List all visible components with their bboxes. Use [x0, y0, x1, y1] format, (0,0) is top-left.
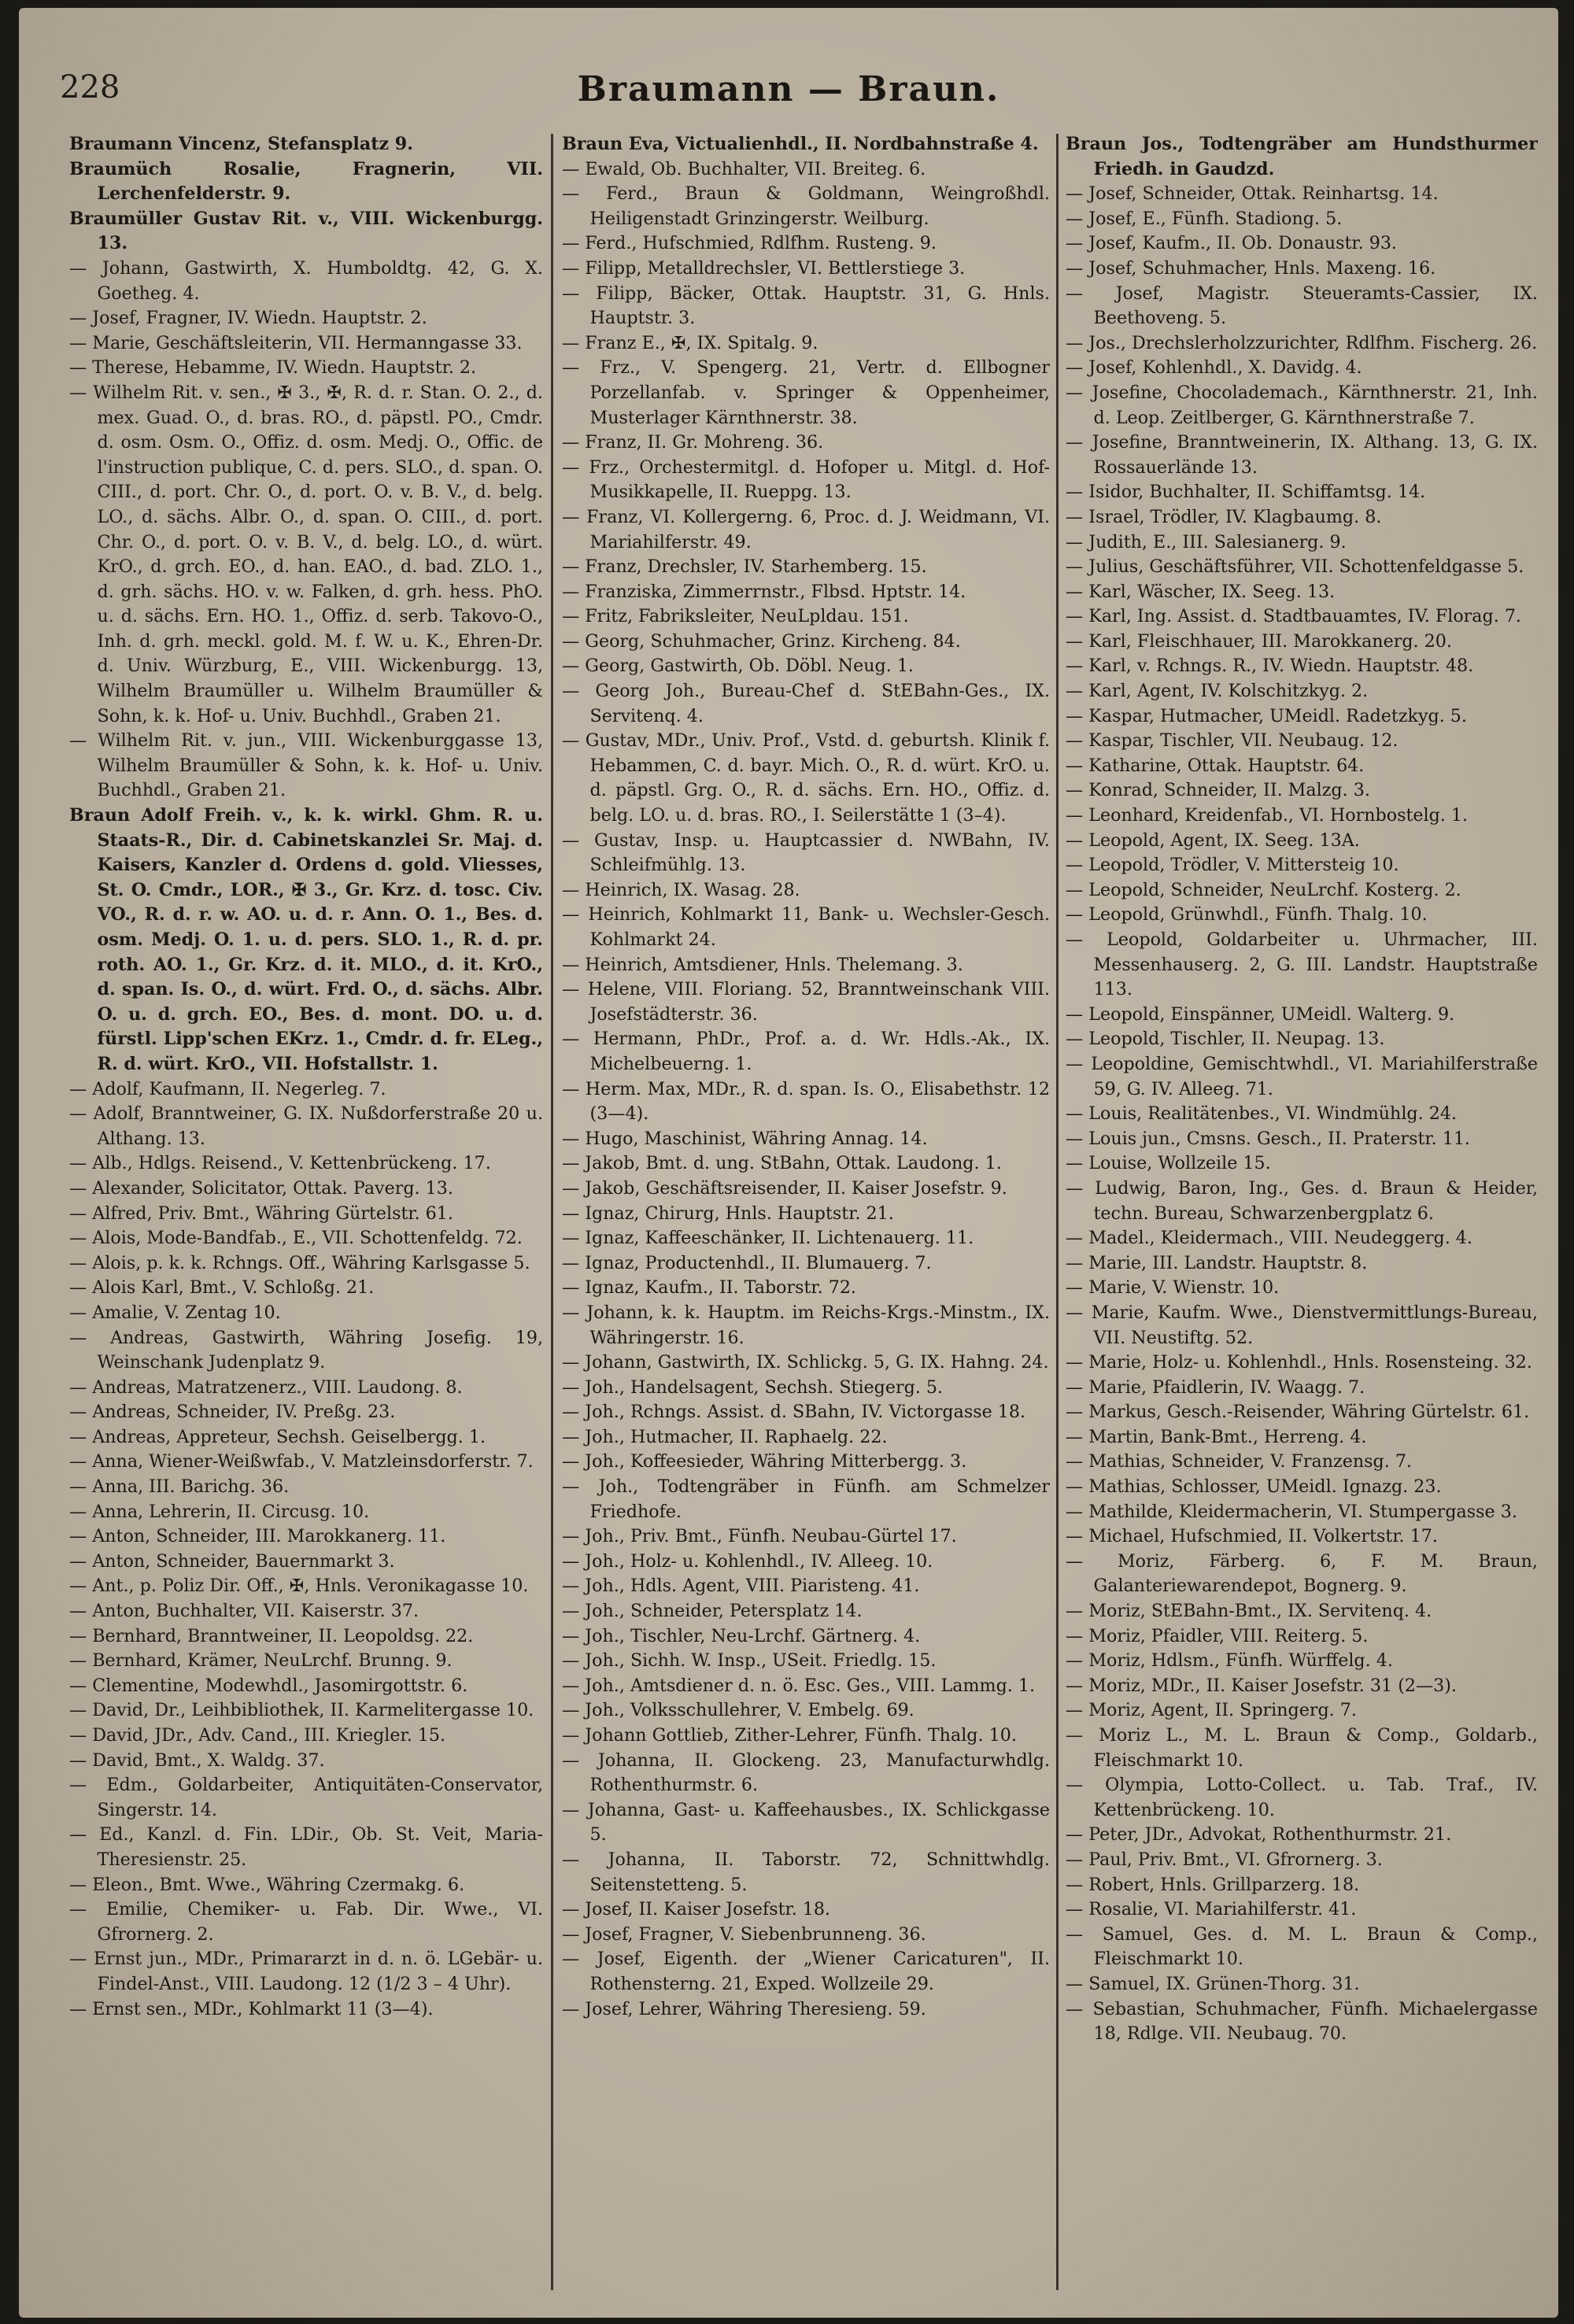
directory-entry: — Joh., Todtengräber in Fünfh. am Schmelzer Friedhofe. [562, 1476, 1050, 1522]
surname-heading-entry: Braun Eva, Victualienhdl., II. Nordbahnstraße 4. [562, 134, 1039, 154]
directory-entry: — Adolf, Kaufmann, II. Negerleg. 7. [69, 1078, 386, 1099]
directory-entry: — David, Dr., Leihbibliothek, II. Karmelitergasse 10. [69, 1700, 534, 1721]
directory-entry: — Hugo, Maschinist, Währing Annag. 14. [562, 1128, 928, 1149]
directory-entry: — Leopold, Agent, IX. Seeg. 13A. [1066, 829, 1360, 851]
directory-entry: — Josef, II. Kaiser Josefstr. 18. [562, 1899, 831, 1920]
surname-heading-entry: Braumann Vincenz, Stefansplatz 9. [69, 134, 413, 154]
directory-entry: — Helene, VIII. Floriang. 52, Branntweinschank VIII. Josefstädterstr. 36. [562, 979, 1050, 1025]
column-divider [551, 134, 553, 2290]
directory-entry: — Anna, Wiener-Weißwfab., V. Matzleinsdorferstr. 7. [69, 1451, 534, 1472]
directory-entry: — Leopold, Schneider, NeuLrchf. Kosterg. 2. [1066, 879, 1461, 900]
directory-entry: — Jos., Drechslerholzzurichter, Rdlfhm. Fischerg. 26. [1066, 332, 1538, 353]
directory-entry: — Karl, Fleischhauer, III. Marokkanerg. 20. [1066, 630, 1452, 652]
directory-entry: — Josef, Eigenth. der „Wiener Caricaturen", II. Rothensterng. 21, Exped. Wollzeile 29. [562, 1949, 1050, 1994]
directory-entry: — Johann, Gastwirth, IX. Schlickg. 5, G. IX. Hahng. 24. [562, 1352, 1049, 1373]
directory-entry: — Hermann, PhDr., Prof. a. d. Wr. Hdls.-Ak., IX. Michelbeuerng. 1. [562, 1029, 1050, 1074]
directory-entry: — Franz, II. Gr. Mohreng. 36. [562, 432, 824, 453]
directory-entry: — Leopold, Einspänner, UMeidl. Walterg. 9. [1066, 1003, 1455, 1025]
directory-entry: — Heinrich, Amtsdiener, Hnls. Thelemang. 3. [562, 954, 963, 975]
directory-entry: — Anton, Schneider, III. Marokkanerg. 11. [69, 1526, 446, 1547]
directory-entry: — Marie, Kaufm. Wwe., Dienstvermittlungs-Bureau, VII. Neustiftg. 52. [1066, 1302, 1538, 1348]
directory-entry: — Heinrich, IX. Wasag. 28. [562, 879, 800, 900]
directory-entry: — Ignaz, Productenhdl., II. Blumauerg. 7. [562, 1252, 932, 1273]
directory-entry: — Josef, Kohlenhdl., X. Davidg. 4. [1066, 357, 1362, 379]
directory-entry: — Franz E., ✠, IX. Spitalg. 9. [562, 332, 818, 353]
directory-entry: — Paul, Priv. Bmt., VI. Gfrornerg. 3. [1066, 1849, 1383, 1870]
directory-entry: — Judith, E., III. Salesianerg. 9. [1066, 531, 1347, 552]
directory-entry: — Joh., Sichh. W. Insp., USeit. Friedlg. 15. [562, 1650, 937, 1672]
directory-entry: — Julius, Geschäftsführer, VII. Schottenfeldgasse 5. [1066, 556, 1524, 578]
directory-entry: — Adolf, Branntweiner, G. IX. Nußdorferstraße 20 u. Althang. 13. [69, 1103, 543, 1149]
column-2 [562, 132, 1050, 2304]
directory-entry: — Emilie, Chemiker- u. Fab. Dir. Wwe., VI. Gfrornerg. 2. [69, 1899, 543, 1945]
page-number: 228 [60, 69, 120, 105]
directory-entry: — Andreas, Schneider, IV. Preßg. 23. [69, 1402, 396, 1423]
directory-entry: — Anna, III. Barichg. 36. [69, 1476, 290, 1498]
directory-entry: — David, JDr., Adv. Cand., III. Kriegler. 15. [69, 1725, 446, 1746]
directory-entry: — Konrad, Schneider, II. Malzg. 3. [1066, 780, 1370, 801]
surname-heading-entry: Braumüller Gustav Rit. v., VIII. Wickenburgg. 13. [69, 208, 543, 254]
directory-entry: — Josef, Magistr. Steueramts-Cassier, IX. Beethoveng. 5. [1066, 283, 1538, 329]
directory-entry: — Moriz, Hdlsm., Fünfh. Würffelg. 4. [1066, 1650, 1393, 1672]
directory-entry: — Filipp, Bäcker, Ottak. Hauptstr. 31, G. Hnls. Hauptstr. 3. [562, 283, 1050, 329]
directory-entry: — Markus, Gesch.-Reisender, Währing Gürtelstr. 61. [1066, 1402, 1530, 1423]
directory-entry: — Louise, Wollzeile 15. [1066, 1153, 1271, 1174]
directory-entry: — Eleon., Bmt. Wwe., Währing Czermakg. 6. [69, 1874, 465, 1895]
directory-entry: — Samuel, IX. Grünen-Thorg. 31. [1066, 1973, 1360, 1994]
directory-entry: — Louis, Realitätenbes., VI. Windmühlg. 24. [1066, 1103, 1458, 1125]
directory-entry: — Frz., Orchestermitgl. d. Hofoper u. Mitgl. d. Hof-Musikkapelle, II. Rueppg. 13. [562, 456, 1050, 503]
column-1 [69, 132, 543, 2304]
directory-entry: — Moriz, Pfaidler, VIII. Reiterg. 5. [1066, 1625, 1369, 1646]
directory-entry: — Marie, Holz- u. Kohlenhdl., Hnls. Rosensteing. 32. [1066, 1352, 1532, 1373]
directory-entry: — Moriz, Färberg. 6, F. M. Braun, Galanteriewarendepot, Bognerg. 9. [1066, 1550, 1538, 1597]
directory-entry: — Frz., V. Spengerg. 21, Vertr. d. Ellbogner Porzellanfab. v. Springer & Oppenheimer, Musterlager Kärnthnerstr. 38. [562, 357, 1050, 428]
directory-entry: — Fritz, Fabriksleiter, NeuLpldau. 151. [562, 606, 909, 627]
directory-entry: — Josef, E., Fünfh. Stadiong. 5. [1066, 208, 1343, 229]
directory-entry: — Kaspar, Tischler, VII. Neubaug. 12. [1066, 730, 1398, 752]
directory-entry: — Gustav, MDr., Univ. Prof., Vstd. d. geburtsh. Klinik f. Hebammen, C. d. bayr. Mich. O., R. d. würt. KrO. u. d. päpstl. Grg. O., R. d. sächs. Ern. HO., Offiz. d. belg. LO. u. d. bras. RO., I. Seilerstätte 1 (3–4). [562, 730, 1050, 826]
directory-entry: — Michael, Hufschmied, II. Volkertstr. 17. [1066, 1526, 1438, 1547]
directory-entry: — Johanna, Gast- u. Kaffeehausbes., IX. Schlickgasse 5. [562, 1799, 1050, 1846]
directory-entry: — Franz, VI. Kollergerng. 6, Proc. d. J. Weidmann, VI. Mariahilferstr. 49. [562, 506, 1050, 552]
directory-entry: — Andreas, Appreteur, Sechsh. Geiselbergg. 1. [69, 1426, 486, 1447]
directory-entry: — Bernhard, Krämer, NeuLrchf. Brunng. 9. [69, 1650, 453, 1672]
directory-entry: — Josef, Lehrer, Währing Theresieng. 59. [562, 1998, 926, 2019]
directory-entry: — Johann, Gastwirth, X. Humboldtg. 42, G. X. Goetheg. 4. [69, 257, 543, 304]
directory-entry: — Wilhelm Rit. v. jun., VIII. Wickenburggasse 13, Wilhelm Braumüller & Sohn, k. k. Hof- u. Univ. Buchhdl., Graben 21. [69, 730, 543, 801]
directory-entry: — Ignaz, Kaufm., II. Taborstr. 72. [562, 1277, 856, 1299]
directory-entry: — Andreas, Gastwirth, Währing Josefig. 19, Weinschank Judenplatz 9. [69, 1327, 543, 1373]
directory-entry: — Israel, Trödler, IV. Klagbaumg. 8. [1066, 506, 1382, 527]
directory-entry: — Joh., Rchngs. Assist. d. SBahn, IV. Victorgasse 18. [562, 1402, 1026, 1423]
directory-entry: — Andreas, Matratzenerz., VIII. Laudong. 8. [69, 1376, 463, 1398]
directory-entry: — Ferd., Hufschmied, Rdlfhm. Rusteng. 9. [562, 233, 937, 254]
directory-entry: — Anton, Buchhalter, VII. Kaiserstr. 37. [69, 1601, 419, 1622]
directory-entry: — Anton, Schneider, Bauernmarkt 3. [69, 1550, 395, 1572]
directory-entry: — Ignaz, Kaffeeschänker, II. Lichtenauerg. 11. [562, 1228, 974, 1249]
directory-entry: — Franz, Drechsler, IV. Starhemberg. 15. [562, 556, 927, 578]
directory-entry: — Alb., Hdlgs. Reisend., V. Kettenbrückeng. 17. [69, 1153, 491, 1174]
directory-entry: — Leopold, Tischler, II. Neupag. 13. [1066, 1029, 1385, 1050]
running-head: Braumann — Braun. [577, 69, 1000, 109]
directory-entry: — Joh., Hutmacher, II. Raphaelg. 22. [562, 1426, 888, 1447]
directory-entry: — Ernst jun., MDr., Primararzt in d. n. ö. LGebär- u. Findel-Anst., VIII. Laudong. 12 (1/2 3 – 4 Uhr). [69, 1949, 543, 1994]
directory-entry: — Bernhard, Branntweiner, II. Leopoldsg. 22. [69, 1625, 474, 1646]
directory-entry: — Johanna, II. Glockeng. 23, Manufacturwhdlg. Rothenthurmstr. 6. [562, 1749, 1050, 1796]
directory-entry: — Leopold, Grünwhdl., Fünfh. Thalg. 10. [1066, 904, 1428, 926]
directory-entry: — Joh., Priv. Bmt., Fünfh. Neubau-Gürtel 17. [562, 1526, 957, 1547]
column-divider [1056, 134, 1059, 2290]
directory-entry: — Alexander, Solicitator, Ottak. Paverg. 13. [69, 1177, 453, 1199]
directory-entry: — Alois, Mode-Bandfab., E., VII. Schottenfeldg. 72. [69, 1228, 523, 1249]
directory-entry: — Ewald, Ob. Buchhalter, VII. Breiteg. 6. [562, 158, 926, 179]
directory-entry: — Anna, Lehrerin, II. Circusg. 10. [69, 1501, 370, 1522]
directory-entry: — Louis jun., Cmsns. Gesch., II. Praterstr. 11. [1066, 1128, 1470, 1149]
directory-entry: — Kaspar, Hutmacher, UMeidl. Radetzkyg. 5. [1066, 705, 1467, 726]
directory-entry: — Marie, III. Landstr. Hauptstr. 8. [1066, 1252, 1368, 1273]
directory-entry: — Therese, Hebamme, IV. Wiedn. Hauptstr. 2. [69, 357, 477, 379]
directory-entry: — Moriz, MDr., II. Kaiser Josefstr. 31 (2—3). [1066, 1675, 1457, 1696]
directory-entry: — Katharine, Ottak. Hauptstr. 64. [1066, 755, 1365, 776]
directory-entry: — Franziska, Zimmerrnstr., Flbsd. Hptstr. 14. [562, 581, 966, 602]
directory-entry: — Mathilde, Kleidermacherin, VI. Stumpergasse 3. [1066, 1501, 1517, 1522]
directory-entry: — Robert, Hnls. Grillparzerg. 18. [1066, 1874, 1360, 1895]
directory-entry: — Edm., Goldarbeiter, Antiquitäten-Conservator, Singerstr. 14. [69, 1775, 543, 1820]
directory-entry: — Georg, Gastwirth, Ob. Döbl. Neug. 1. [562, 656, 914, 677]
directory-entry: — Samuel, Ges. d. M. L. Braun & Comp., Fleischmarkt 10. [1066, 1923, 1538, 1970]
surname-heading-entry: Braun Jos., Todtengräber am Hundsthurmer Friedh. in Gaudzd. [1066, 134, 1538, 179]
directory-entry: — Josef, Kaufm., II. Ob. Donaustr. 93. [1066, 233, 1397, 254]
directory-entry: — Karl, Agent, IV. Kolschitzkyg. 2. [1066, 681, 1369, 702]
directory-entry: — Heinrich, Kohlmarkt 11, Bank- u. Wechsler-Gesch. Kohlmarkt 24. [562, 904, 1050, 950]
directory-entry: — Ernst sen., MDr., Kohlmarkt 11 (3—4). [69, 1998, 434, 2019]
directory-entry: — Ludwig, Baron, Ing., Ges. d. Braun & Heider, techn. Bureau, Schwarzenbergplatz 6. [1066, 1177, 1538, 1224]
directory-entry: — Sebastian, Schuhmacher, Fünfh. Michaelergasse 18, Rdlge. VII. Neubaug. 70. [1066, 1998, 1538, 2045]
directory-entry: — Georg, Schuhmacher, Grinz. Kircheng. 84. [562, 630, 961, 652]
surname-heading-entry: Braumüch Rosalie, Fragnerin, VII. Lerchenfelderstr. 9. [69, 158, 543, 205]
directory-entry: — Johanna, II. Taborstr. 72, Schnittwhdlg. Seitenstetteng. 5. [562, 1849, 1050, 1895]
directory-entry: — Amalie, V. Zentag 10. [69, 1302, 281, 1323]
directory-entry: — Alois, p. k. k. Rchngs. Off., Währing Karlsgasse 5. [69, 1252, 530, 1273]
directory-entry: — Joh., Handelsagent, Sechsh. Stiegerg. 5. [562, 1376, 944, 1398]
directory-entry: — Clementine, Modewhdl., Jasomirgottstr. 6. [69, 1675, 468, 1696]
directory-entry: — Herm. Max, MDr., R. d. span. Is. O., Elisabethstr. 12 (3—4). [562, 1078, 1050, 1125]
directory-entry: — Marie, Pfaidlerin, IV. Waagg. 7. [1066, 1376, 1365, 1398]
directory-entry: — Leonhard, Kreidenfab., VI. Hornbostelg. 1. [1066, 805, 1469, 826]
directory-entry: — Johann Gottlieb, Zither-Lehrer, Fünfh. Thalg. 10. [562, 1725, 1017, 1746]
directory-entry: — Peter, JDr., Advokat, Rothenthurmstr. 21. [1066, 1824, 1452, 1846]
directory-entry: — Ant., p. Poliz Dir. Off., ✠, Hnls. Veronikagasse 10. [69, 1576, 529, 1597]
surname-heading-entry: Braun Adolf Freih. v., k. k. wirkl. Ghm. R. u. Staats-R., Dir. d. Cabinetskanzlei Sr. Maj. d. Kaisers, Kanzler d. Ordens d. gold. Vliesses, St. O. Cmdr., LOR., ✠ 3., Gr. Krz. d. tosc. Civ. VO., R. d. r. w. AO. u. d. r. Ann. O. 1., Bes. d. osm. Medj. O. 1. u. d. pers. SLO. 1., R. d. pr. roth. AO. 1., Gr. Krz. d. it. MLO., d. it. KrO., d. span. Is. O., d. würt. Frd. O., d. sächs. Albr. O. u. d. grch. EO., Bes. d. mont. DO. u. d. fürstl. Lipp'schen EKrz. 1., Cmdr. d. fr. ELeg., R. d. würt. KrO., VII. Hofstallstr. 1. [69, 805, 543, 1074]
page-header [19, 8, 1558, 126]
directory-entry: — Wilhelm Rit. v. sen., ✠ 3., ✠, R. d. r. Stan. O. 2., d. mex. Guad. O., d. bras. RO., d. päpstl. PO., Cmdr. d. osm. Osm. O., Offiz. d. osm. Medj. O., Offic. de l'instruction publique, C. d. pers. SLO., d. span. O. CIII., d. port. Chr. O., d. port. O. v. B. V., d. belg. LO., d. sächs. Albr. O., d. span. O. CIII., d. port. Chr. O., d. port. O. v. B. V., d. belg. LO., d. würt. KrO., d. grch. EO., d. han. EAO., d. bad. ZLO. 1., d. grh. sächs. HO. v. w. Falken, d. grh. hess. PhO. u. d. sächs. Ern. HO. 1., Offiz. d. serb. Takovo-O., Inh. d. grh. meckl. gold. M. f. W. u. K., Ehren-Dr. d. Univ. Würzburg, E., VIII. Wickenburgg. 13, Wilhelm Braumüller u. Wilhelm Braumüller & Sohn, k. k. Hof- u. Univ. Buchhdl., Graben 21. [69, 382, 543, 726]
directory-page [19, 8, 1558, 2318]
directory-entry: — Filipp, Metalldrechsler, VI. Bettlerstiege 3. [562, 257, 966, 279]
directory-entry: — Joh., Volksschullehrer, V. Embelg. 69. [562, 1700, 914, 1721]
directory-entry: — Alfred, Priv. Bmt., Währing Gürtelstr. 61. [69, 1203, 453, 1224]
directory-entry: — Moriz L., M. L. Braun & Comp., Goldarb., Fleischmarkt 10. [1066, 1725, 1538, 1771]
directory-entry: — Joh., Hdls. Agent, VIII. Piaristeng. 41. [562, 1576, 920, 1597]
directory-entry: — Marie, V. Wienstr. 10. [1066, 1277, 1280, 1299]
column-3 [1066, 132, 1538, 2304]
directory-entry: — Jakob, Bmt. d. ung. StBahn, Ottak. Laudong. 1. [562, 1153, 1002, 1174]
directory-entry: — Leopoldine, Gemischtwhdl., VI. Mariahilferstraße 59, G. IV. Alleeg. 71. [1066, 1053, 1538, 1099]
directory-entry: — Josef, Schuhmacher, Hnls. Maxeng. 16. [1066, 257, 1436, 279]
directory-entry: — Josef, Schneider, Ottak. Reinhartsg. 14. [1066, 183, 1439, 205]
directory-entry: — Olympia, Lotto-Collect. u. Tab. Traf., IV. Kettenbrückeng. 10. [1066, 1775, 1538, 1820]
directory-entry: — Marie, Geschäftsleiterin, VII. Hermanngasse 33. [69, 332, 523, 353]
directory-entry: — Gustav, Insp. u. Hauptcassier d. NWBahn, IV. Schleifmühlg. 13. [562, 829, 1050, 876]
directory-entry: — Joh., Koffeesieder, Währing Mitterbergg. 3. [562, 1451, 967, 1472]
directory-entry: — Ed., Kanzl. d. Fin. LDir., Ob. St. Veit, Maria-Theresienstr. 25. [69, 1824, 543, 1870]
directory-entry: — Georg Joh., Bureau-Chef d. StEBahn-Ges., IX. Servitenq. 4. [562, 681, 1050, 726]
directory-entry: — Ferd., Braun & Goldmann, Weingroßhdl. Heiligenstadt Grinzingerstr. Weilburg. [562, 183, 1050, 229]
directory-entry: — Ignaz, Chirurg, Hnls. Hauptstr. 21. [562, 1203, 894, 1224]
directory-entry: — Mathias, Schlosser, UMeidl. Ignazg. 23. [1066, 1476, 1442, 1498]
directory-entry: — Johann, k. k. Hauptm. im Reichs-Krgs.-Minstm., IX. Währingerstr. 16. [562, 1302, 1050, 1348]
directory-entry: — Moriz, StEBahn-Bmt., IX. Servitenq. 4. [1066, 1601, 1432, 1622]
directory-entry: — Joh., Holz- u. Kohlenhdl., IV. Alleeg. 10. [562, 1550, 933, 1572]
directory-entry: — Jakob, Geschäftsreisender, II. Kaiser Josefstr. 9. [562, 1177, 1007, 1199]
directory-entry: — Josef, Fragner, IV. Wiedn. Hauptstr. 2. [69, 308, 427, 329]
directory-entry: — Josef, Fragner, V. Siebenbrunneng. 36. [562, 1923, 926, 1945]
directory-entry: — Madel., Kleidermach., VIII. Neudeggerg. 4. [1066, 1228, 1472, 1249]
directory-entry: — Isidor, Buchhalter, II. Schiffamtsg. 14. [1066, 482, 1426, 503]
directory-entry: — Leopold, Goldarbeiter u. Uhrmacher, III. Messenhauserg. 2, G. III. Landstr. Hauptstraße 113. [1066, 929, 1538, 1000]
directory-entry: — Karl, Wäscher, IX. Seeg. 13. [1066, 581, 1336, 602]
directory-entry: — Karl, Ing. Assist. d. Stadtbauamtes, IV. Florag. 7. [1066, 606, 1521, 627]
directory-entry: — Rosalie, VI. Mariahilferstr. 41. [1066, 1899, 1357, 1920]
directory-entry: — Joh., Amtsdiener d. n. ö. Esc. Ges., VIII. Lammg. 1. [562, 1675, 1036, 1696]
directory-entry: — Leopold, Trödler, V. Mittersteig 10. [1066, 855, 1399, 876]
directory-entry: — Joh., Schneider, Petersplatz 14. [562, 1601, 863, 1622]
directory-entry: — David, Bmt., X. Waldg. 37. [69, 1749, 325, 1771]
directory-entry: — Josefine, Chocolademach., Kärnthnerstr. 21, Inh. d. Leop. Zeitlberger, G. Kärnthnerstraße 7. [1066, 382, 1538, 428]
directory-entry: — Alois Karl, Bmt., V. Schloßg. 21. [69, 1277, 375, 1299]
directory-entry: — Joh., Tischler, Neu-Lrchf. Gärtnerg. 4. [562, 1625, 921, 1646]
directory-entry: — Josefine, Branntweinerin, IX. Althang. 13, G. IX. Rossauerlände 13. [1066, 432, 1538, 478]
directory-entry: — Mathias, Schneider, V. Franzensg. 7. [1066, 1451, 1412, 1472]
directory-entry: — Moriz, Agent, II. Springerg. 7. [1066, 1700, 1357, 1721]
directory-entry: — Karl, v. Rchngs. R., IV. Wiedn. Hauptstr. 48. [1066, 656, 1474, 677]
directory-entry: — Martin, Bank-Bmt., Herreng. 4. [1066, 1426, 1367, 1447]
